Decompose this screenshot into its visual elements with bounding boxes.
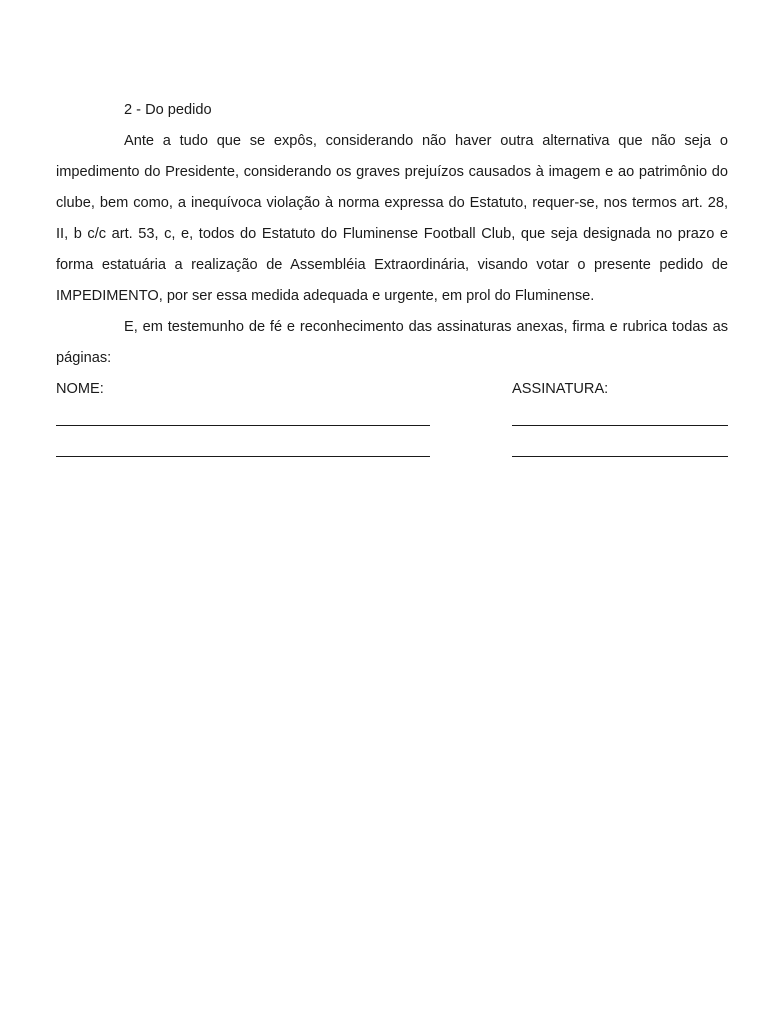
signature-line	[512, 425, 728, 426]
testimony-paragraph: E, em testemunho de fé e reconhecimento das assinaturas anexas, firma e rubrica todas as páginas:	[56, 319, 728, 366]
name-line	[56, 456, 430, 457]
section-heading: 2 - Do pedido	[124, 102, 212, 118]
signature-row	[56, 405, 728, 436]
name-line	[56, 425, 430, 426]
name-label: NOME:	[56, 381, 104, 397]
document-body	[56, 95, 728, 467]
request-paragraph: Ante a tudo que se expôs, considerando não haver outra alternativa que não seja o impedimento do Presidente, considerando os graves prejuízos causados à imagem e ao patrimônio do clube, bem como, a inequívoca violação à norma expressa do Estatuto, requer-se, nos termos art. 28, II, b c/c art. 53, c, e, todos do Estatuto do Fluminense Football Club, que seja designada no prazo e forma estatuária a realização de Assembléia Extraordinária, visando votar o presente pedido de IMPEDIMENTO, por ser essa medida adequada e urgente, em prol do Fluminense.	[56, 133, 728, 304]
signature-header	[56, 374, 728, 405]
signature-label: ASSINATURA:	[512, 381, 609, 397]
signature-row	[56, 436, 728, 467]
signature-line	[512, 456, 728, 457]
